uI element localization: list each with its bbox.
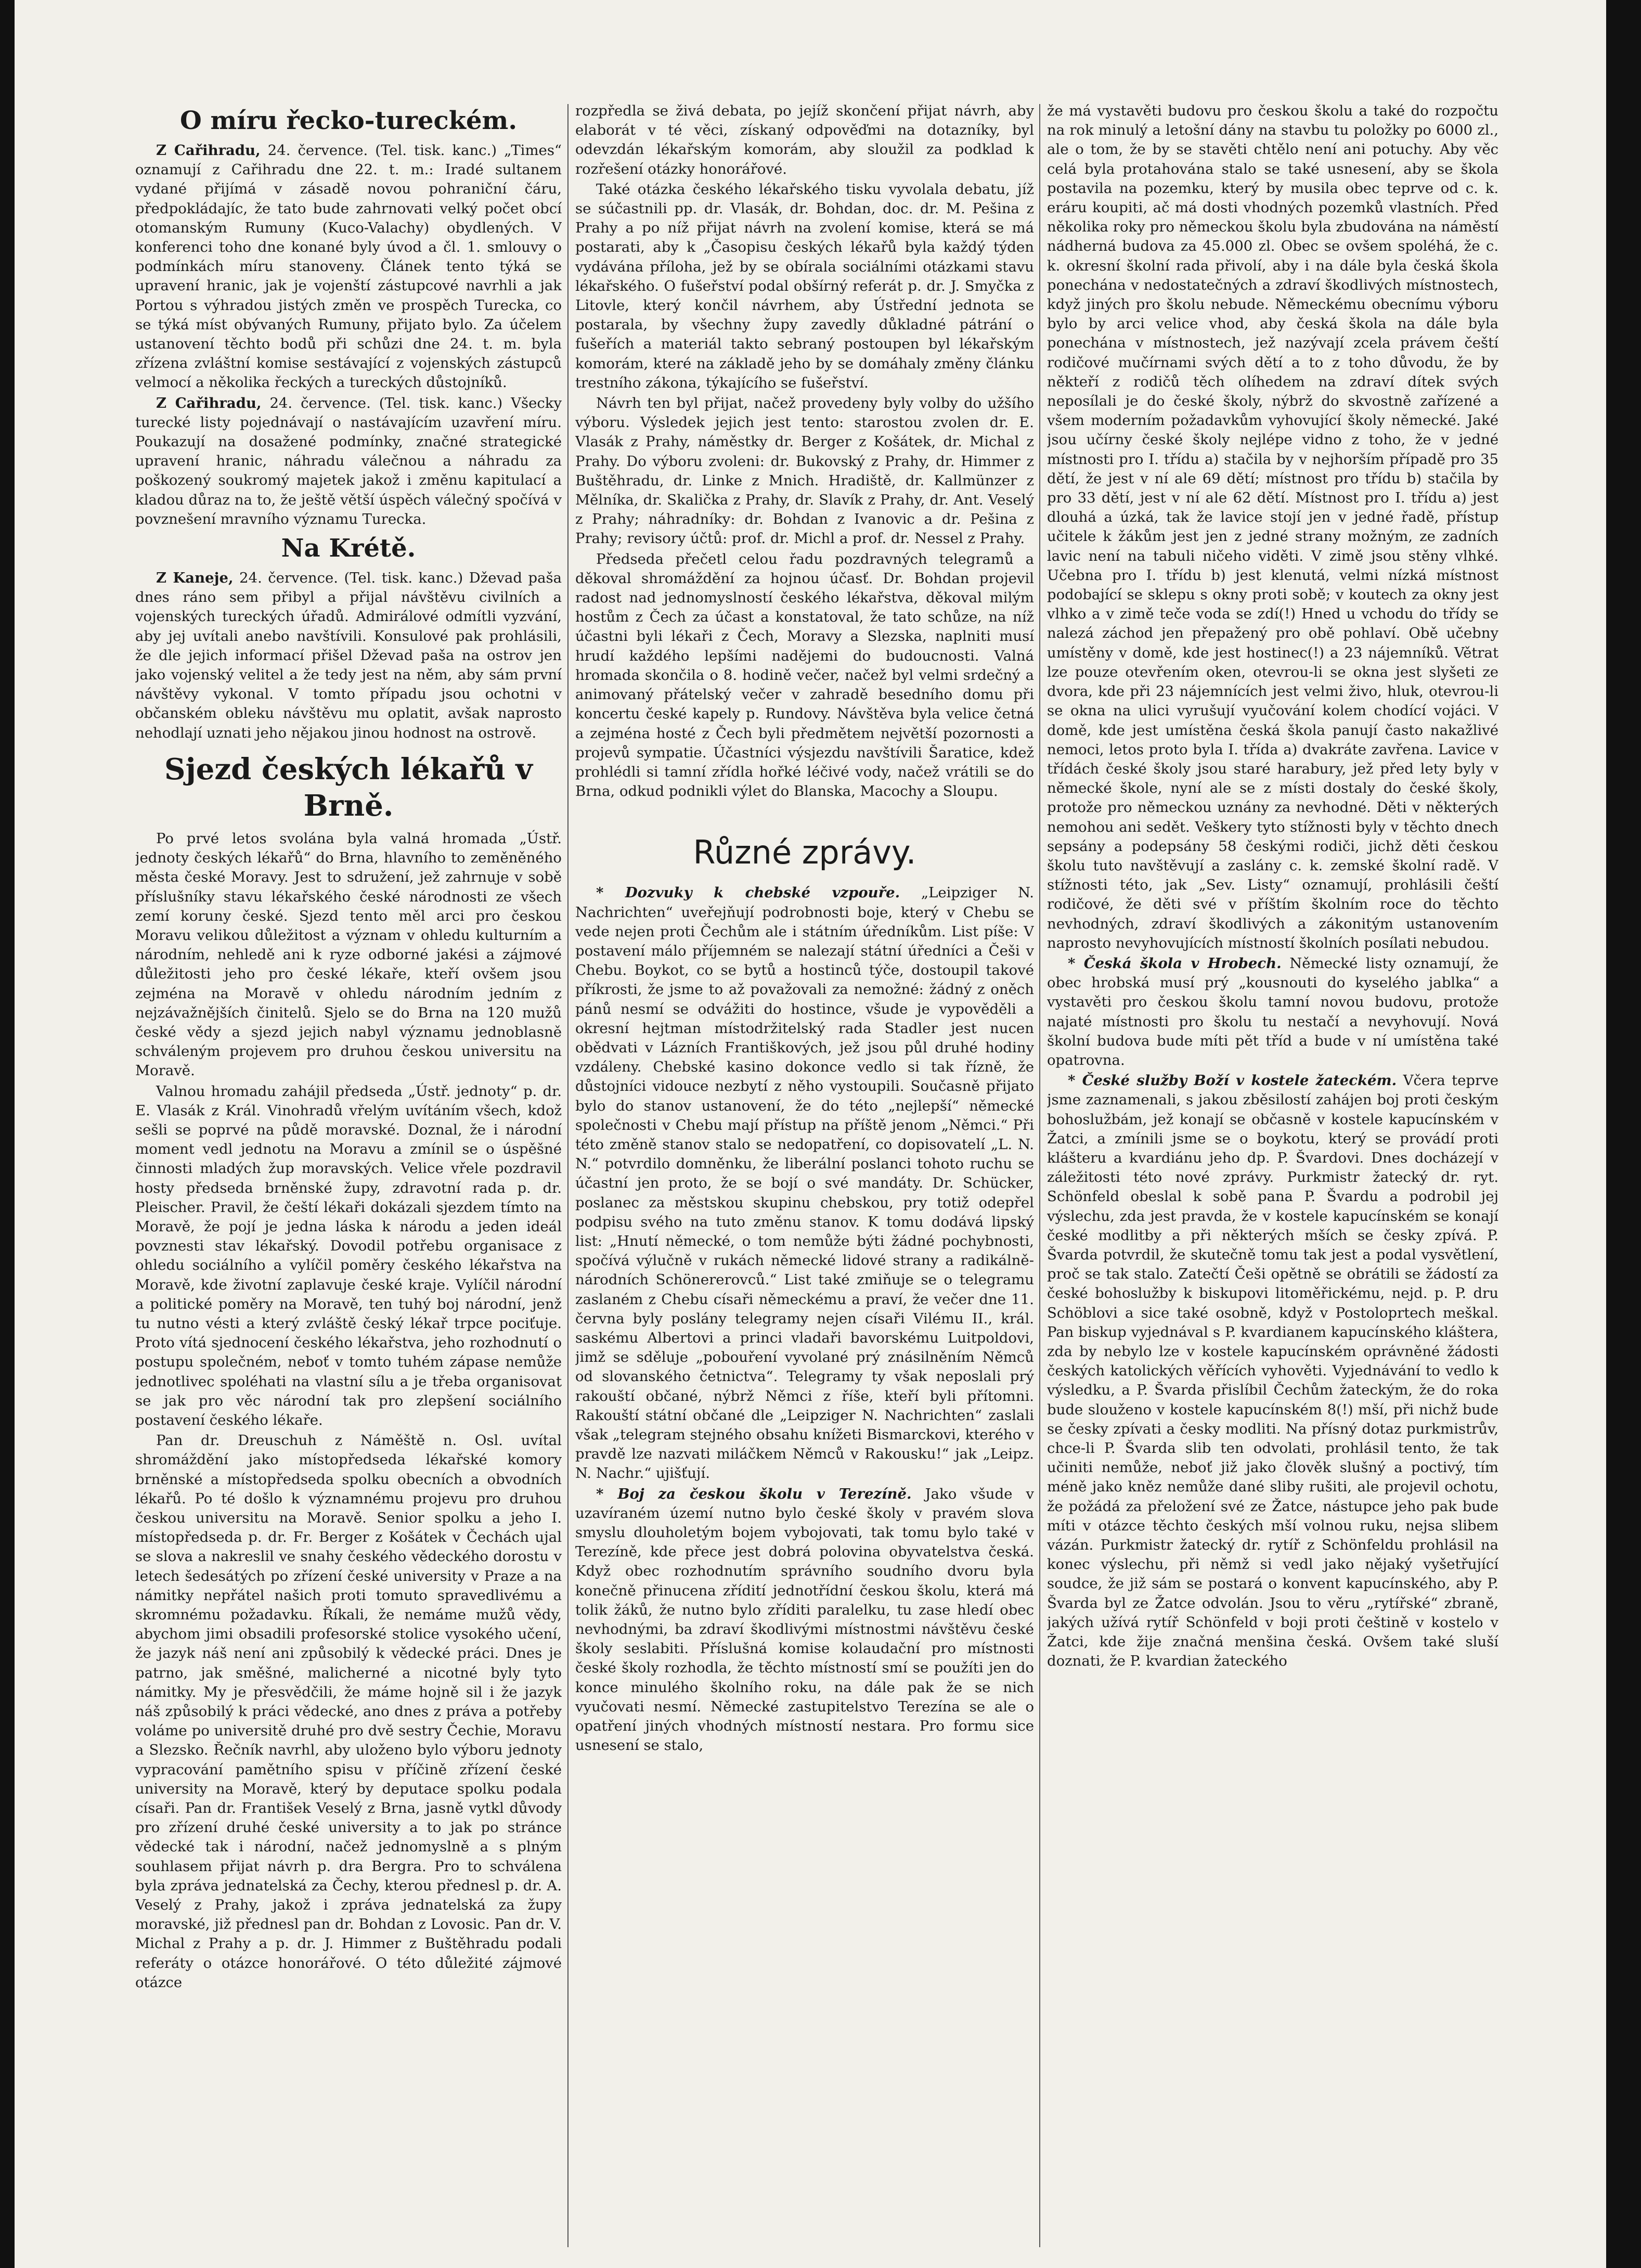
article-paragraph xyxy=(575,883,1034,1483)
column-rule xyxy=(1039,104,1040,2247)
newspaper-page xyxy=(15,0,1606,2268)
article-paragraph xyxy=(1047,954,1498,1070)
article-paragraph xyxy=(575,180,1034,393)
paragraph-text: „Leipziger N. Nachrichten“ uveřejňují podrobnosti boje, který v Chebu se vede nejen proti Čechům ale i státním úředníkům. List píše: V postavení málo příjemném se nalezají státní úředníci a Češi v Chebu. Boykot, co se bytů a hostinců týče, dostoupil takové příkrosti, že jsme to až považovali za nemožné: žádný z oněch pánů nesmí se odvážiti do hostince, všude je vypověděli a okresní hejtman místodržitelský rada Stadler jest nucen obědvati v Lázních Františkových, jež jsou půl druhé hodiny vzdáleny. Chebské kasino dokonce vedlo si tak řízně, že důstojníci vidouce nezbytí z něho vystoupili. Současně přijato bylo do stanov ustanovení, že do této „nejlepší“ německé společnosti v Chebu mají přístup na příště jenom „Němci.“ Při této změně stanov stalo se nedopatření, co dopisovatelí „L. N. N.“ potvrdilo domněnku, že liberální poslanci tohoto ruchu se účastní jen proto, že se bojí o své mandáty. Dr. Schücker, poslanec za městskou skupinu chebskou, pry totiž odepřel podpisu svého na tuto změnu stanov. K tomu dodává lipský list: „Hnutí německé, o tom nemůže býti žádné pochybnosti, spočívá výlučně v rukách německé lidové strany a radikálně-národních Schönererovců.“ List také zmiňuje se o telegramu zaslaném z Chebu císaři německému a praví, že večer dne 11. června byly poslány telegramy nejen císaři Vilému II., král. saskému Albertovi a princi vladaři bavorskému Luitpoldovi, jimž se sděluje „pobouření vyvolané prý znásilněním Němců od slovanského četnictva“. Telegramy ty však neposlali prý rakouští občané, nýbrž Němci z říše, kteří byli přítomni. Rakouští státní občané dle „Leipziger N. Nachrichten“ zaslali však „telegram stejného obsahu knížeti Bismarckovi, kterého v pravdě lze nazvati miláčkem Němců v Rakousku!“ jak „Leipz. N. Nachr.“ ujišťují. xyxy=(575,884,1034,1482)
paragraph-text: Předseda přečetl celou řadu pozdravných telegramů a děkoval shromáždění za hojnou účasť. Dr. Bohdan projevil radost nad jednomyslností českého lékařstva, děkoval milým hostům z Čech za účast a konstatoval, že tato schůze, na níž účastni byli lékaři z Čech, Moravy a Slezska, naplniti musí hrudí každého lepšími nadějemi do budoucnosti. Valná hromada skončila o 8. hodině večer, načež byl velmi srdečný a animovaný přátelský večer v zahradě besedního domu při koncertu české kapely p. Rundovy. Návštěva byla velice četná a zejména hosté z Čech byli předmětem největší pozornosti a projevů sympatie. Účastníci výsjezdu navštívili Šaratice, kdež prohlédli si tamní zřídla hořké léčivé vody, načež vrátili se do Brna, odkud podnikli výlet do Blanska, Macochy a Sloupu. xyxy=(575,550,1034,800)
article-paragraph xyxy=(1047,101,1498,953)
paragraph-text: 24. července. (Tel. tisk. kanc.) Všecky turecké listy pojednávají o nastávajícím uzavření míru. Poukazují na dosažené podmínky, značné strategické upravení hranic, náhradu válečnou a náhradu za poškozený soukromý majetek jakož i změnu kapitulací a kladou důraz na to, že ještě větší úspěch válečný spočívá v povznešení mravního významu Turecka. xyxy=(135,394,562,527)
article-paragraph xyxy=(135,1082,562,1431)
article-paragraph xyxy=(135,1431,562,1992)
column-1 xyxy=(135,101,562,2247)
paragraph-text: Také otázka českého lékařského tisku vyvolala debatu, jíž se súčastnili pp. dr. Vlasák, dr. Bohdan, doc. dr. M. Pešina z Prahy a po níž přijat návrh na zvolení komise, která se má postarati, aby k „Časopisu českých lékařů byla každý týden vydávána příloha, jež by se obírala sociálními otázkami stavu lékařského. O fušeřství podal obšírný referát p. dr. J. Smyčka z Litovle, který končil návrhem, aby Ústřední jednota se postarala, by všechny župy zavedly důkladné pátrání o fušeřích a materiál takto sebraný postoupen byl lékařským komorám, které na základě jeho by se domáhaly změny článku trestního zákona, týkajícího se fušeřství. xyxy=(575,181,1034,391)
dateline: Z Cařihradu, xyxy=(156,394,262,411)
article-headline: Na Krétě. xyxy=(281,534,416,563)
article-headline: Různé zprávy. xyxy=(693,833,916,872)
paragraph-text: Návrh ten byl přijat, načež provedeny byly volby do užšího výboru. Výsledek jejich jest tento: starostou zvolen dr. E. Vlasák z Prahy, náměstky dr. Berger z Košátek, dr. Michal z Prahy. Do výboru zvoleni: dr. Bukovský z Prahy, dr. Himmer z Buštěhradu, dr. Linke z Mnich. Hradiště, dr. Kallmünzer z Mělníka, dr. Skalička z Prahy, dr. Slavík z Prahy, dr. Ant. Veselý z Prahy; náhradníky: dr. Bohdan z Ivanovic a dr. Pešina z Prahy; revisory účtů: prof. dr. Michl a prof. dr. Nessel z Prahy. xyxy=(575,395,1034,547)
paragraph-text: Pan dr. Dreuschuh z Náměště n. Osl. uvítal shromáždění jako místopředseda lékařské komory brněnské a místopředseda spolku obecních a obvodních lékařů. Po té došlo k významnému projevu pro druhou českou universitu na Moravě. Senior spolku a jeho I. místopředseda p. dr. Fr. Berger z Košátek v Čechách ujal se slova a nakreslil ve snahy českého vědeckého dorostu v letech šedesátých po zřízení české university v Praze a na námitky nepřátel našich proti tomuto spravedlivému a skromnému požadavku. Říkali, že nemáme mužů vědy, abychom jimi obsadili profesorské stolice vysokého učení, že jazyk náš není ani způsobilý k vědecké práci. Dnes je patrno, jak směšné, malicherné a nicotné byly tyto námitky. My je přesvědčili, že máme hojně sil i že jazyk náš způsobilý k práci vědecké, ano dnes z práva a potřeby voláme po universitě druhé pro dvě sestry Čechie, Moravu a Slezsko. Řečník navrhl, aby uloženo bylo výboru jednoty vypracování pamětního spisu v příčině zřízení české university na Moravě, který by deputace spolku podala císaři. Pan dr. František Veselý z Brna, jasně vytkl důvody pro zřízení druhé české university a to jak po stránce vědecké tak i národní, načež jednomyslně a s plným souhlasem přijat návrh p. dra Bergra. Pro to schválena byla zpráva jednatelská za Čechy, kterou přednesl p. dr. A. Veselý z Prahy, jakož i zpráva jednatelská za župy moravské, již přednesl pan dr. Bohdan z Lovosic. Pan dr. V. Michal z Prahy a p. dr. J. Himmer z Buštěhradu podali referáty o otázce honorářové. O této důležité zájmové otázce xyxy=(135,1432,562,1991)
paragraph-text: 24. července. (Tel. tisk. kanc.) Dževad paša dnes ráno sem přibyl a přijal návštěvu civilních a vojenských tureckých úřadů. Admirálové odmítli vyzvání, aby jej uvítali anebo navštívili. Konsulové pak prohlásili, že dle jejich informací přišel Dževad paša na ostrov jen jako vojenský velitel a že tedy jest na něm, aby sám první návštěvy vykonal. V tomto případu jsou ochotni v občanském obleku návštěvu mu oplatit, avšak naprosto nehodlají uznati jeho nějakou jinou hodnost na ostrově. xyxy=(135,570,562,741)
article-paragraph xyxy=(575,394,1034,549)
paragraph-text: Včera teprve jsme zaznamenali, s jakou zběsilostí zahájen boj proti českým bohoslužbám, jež konají se občasně v kostele kapucínském v Žatci, a zmínili jsme se o boykotu, který se provádí proti klášteru a kvardiánu jeho dp. P. Švardovi. Dnes docházejí v záležitosti této nové zprávy. Purkmistr žatecký dr. ryt. Schönfeld obeslal k sobě pana P. Švardu a podrobil jej výslechu, zda jest pravda, že v kostele kapucínském se konají české modlitby a při některých mších se česky zpívá. P. Švarda potvrdil, že skutečně tomu tak jest a podal vysvětlení, proč se tak stalo. Zatečtí Češi opětně se obrátili se žádostí za české bohoslužby k biskupovi litoměřickému, nejd. p. P. dru Schöblovi a sice také osobně, když v Postoloprtech meškal. Pan biskup vyjednával s P. kvardianem kapucínského kláštera, zda by nebylo lze v kostele kapucínském oprávněné žádosti českých katolických věřících vyhověti. Vyjednávání to vedlo k výsledku, a P. Švarda přislíbil Čechům žateckým, že do roka bude slouženo v kostele kapucínském 8(!) mší, při nichž bude se česky zpívati a česky modliti. Na přísný dotaz purkmistrův, chce-li P. Švarda slib ten odvolati, prohlásil tento, že tak učiniti nemůže, neboť již jako člověk slušný a poctivý, tím méně jako kněz nemůže dané sliby rušiti, ale projevil ochotu, že požádá za přeložení své ze Žatce, nástupce jeho pak bude míti v otázce těchto českých mší volnou ruku, nejsa slibem vázán. Purkmistr žatecký dr. rytíř z Schönfeldu prohlásil na konec výslechu, při němž si vedl jako nějaký vyšetřující soudce, že již sám se postará o konvent kapucínského, aby P. Švarda byl ze Žatce odvolán. Jsou to věru „rytířské“ zbraně, jakých užívá rytíř Schönfeld v boji proti češtině v kostelo v Žatci, kde žije značná menšina česká. Ovšem také sluší doznati, že P. kvardian žateckého xyxy=(1047,1072,1498,1670)
column-2 xyxy=(575,101,1034,2247)
article-headline: Sjezd českých lékařů v Brně. xyxy=(164,752,533,823)
paragraph-text: Po prvé letos svolána byla valná hromada „Ústř. jednoty českých lékařů“ do Brna, hlavního to zeměněného města české Moravy. Jest to sdružení, jež zahrnuje v sobě příslušníky stavu lékařského české národnosti ze všech zemí koruny české. Sjezd tento měl arci pro českou Moravu velikou důležitost a význam v ohledu kulturním a národním, nehledě ani k ryze odborné jakési a zájmové důležitosti jeho pro české lékaře, kteří ovšem jsou zejména na Moravě v ohledu národním jedním z nejzávažnějších činitelů. Sjelo se do Brna na 120 mužů české vědy a sjezd jejich nabyl významu jednoblasně schváleným projevem pro druhou českou universitu na Moravě. xyxy=(135,830,562,1079)
article-headline: O míru řecko-tureckém. xyxy=(179,106,518,135)
paragraph-text: Jako všude v uzavíraném území nutno bylo české školy v pravém slova smyslu dlouholetým bojem vybojovati, tak tomu bylo také v Terezíně, kde přece jest dobrá polovina obyvatelstva česká. Když obec rozhodnutím správního soudního dvoru byla konečně přinucena zřídití jednotřídní českou školu, která má tolik žáků, že nutno bylo zříditi paralelku, tu zase hledí obec nevhodnými, ba zdraví škodlivými místnostmi návštěvu české školy seslabiti. Příslušná komise kolaudační pro místnosti české školy rozhodla, že těchto místností smí se použíti jen do konce minulého školního roku, na dále pak že se nich vyučovati nesmí. Německé zastupitelstvo Terezína se ale o opatření jiných vhodných místností nestara. Pro formu sice usnesení se stalo, xyxy=(575,1485,1034,1754)
article-paragraph xyxy=(135,394,562,529)
article-paragraph xyxy=(135,569,562,743)
article-paragraph xyxy=(1047,1071,1498,1671)
item-heading: * Česká škola v Hrobech. xyxy=(1068,955,1282,972)
article-paragraph xyxy=(135,141,562,393)
paragraph-text: že má vystavěti budovu pro českou školu a také do rozpočtu na rok minulý a letošní dány na stavbu tu položky po 6000 zl., ale o tom, že by se stavěti chtělo není ani potuchy. Aby věc celá byla protahována stalo se také usnesení, aby se škola postavila na pozemku, který by musila obec teprve od c. k. eráru koupiti, ač má dosti vhodných pozemků vlastních. Před několika roky pro německou školu byla zbudována na náměstí nádherná budova za 45.000 zl. Obec se ovšem spoléhá, že c. k. okresní školní rada přivolí, aby i na dále byla česká škola ponechána v nedostatečných a zdraví škodlivých místnostech, když jiných pro školu nebude. Německému obecnímu výboru bylo by arci velice vhod, aby česká škola na dále byla ponechána v místnostech, jež nazývají zcela právem čeští rodičové mučírnami svých dětí a to z toho důvodu, že by někteří z rodičů těch olíhedem na zdraví dítek svých neposílali je do české školy, nýbrž do skvostně zařízené a všem moderním požadavkům vyhovující školy německé. Jaké jsou učírny české školy nejlépe vidno z toho, že v jedné místnosti pro I. třídu a) stačila by v nejhorším případě pro 35 dětí, že jest v ní ale 69 dětí; místnost pro třídu b) stačila by pro 33 dětí, jest v ní ale 62 dětí. Místnost pro I. třídu a) jest dlouhá a úzká, tak že lavice stojí jen v jedné řadě, přístup učitele k žákům jest jen z jedné strany možným, ze zadních lavic není na tabuli ničeho viděti. V zimě jsou stěny vlhké. Učebna pro I. třídu b) jest klenutá, velmi nízká místnost podobající se sklepu s okny proti sobě; v koutech za okny jest vlhko a v zimě teče voda se zdí(!) Hned u vchodu do třídy se nalezá záchod jen přepažený pro obě pohlaví. Obě učebny umístěny v domě, kde jest hostinec(!) a 23 nájemníků. Větrat lze pouze otevřením oken, otevrou-li se okna jest slyšeti ze dvora, kde při 23 nájemnících jest velmi živo, hluk, otevrou-li se okna na ulici vyrušují vyučování kolem chodící vojáci. V domě, kde jest umístěna česká škola panují často nakažlivé nemoci, letos proto byla I. třída a) dvakráte zavřena. Lavice v třídách české školy jsou staré harabury, jež před lety byly v německé škole, nyní ale se z místi dostaly do české školy, protože pro německou uznány za nevhodné. Děti v některých nemohou ani sedět. Veškery tyto stížnosti byly v těchto dnech sepsány a podepsány 58 českými rodiči, jichž děti českou školu tuto navštěvují a zaslány c. k. zemské školní radě. V stížnosti této, jak „Sev. Listy“ oznamují, prohlásili čeští rodičové, že děti své v příštím školním roce do těchto nevhodných, zdraví škodlivých a zákonitým ustanovením naprosto nevyhovujících místností školních posílati nebudou. xyxy=(1047,102,1498,951)
article-paragraph xyxy=(575,1485,1034,1756)
column-3 xyxy=(1047,101,1498,2247)
item-heading: * Boj za českou školu v Terezíně. xyxy=(596,1485,912,1502)
scan-edge xyxy=(1616,0,1632,31)
item-heading: * České služby Boží v kostele žateckém. xyxy=(1068,1072,1397,1089)
paragraph-text: rozpředla se živá debata, po jejíž skončení přijat návrh, aby elaborát v té věci, získaný odpověďmi na dotazníky, byl odevzdán lékařským komorám, aby sloužil za podklad k rozřešení otázky honorářové. xyxy=(575,102,1034,177)
paragraph-text: 24. července. (Tel. tisk. kanc.) „Times“ oznamují z Cařihradu dne 22. t. m.: Iradé sultanem vydané přijímá v zásadě novou pohraniční čáru, předpokládajíc, že tato bude zahrnovati velký počet obcí otomanským Rumuny (Kuco-Valachy) obydlených. V konferenci toho dne konané byly úvod a čl. 1. smlouvy o podmínkách míru stanoveny. Článek tento týká se upravení hranic, jak je vojenští zástupcové navrhli a jak Portou s výhradou jistých změn ve prospěch Turecka, co se týká míst obývaných Rumuny, přijato bylo. Za účelem ustanovení těchto bodů při schůzi dne 24. t. m. byla zřízena zvláštní komise sestávající z vojenských zástupců velmocí a několika řeckých a tureckých důstojníků. xyxy=(135,142,562,391)
article-paragraph xyxy=(575,101,1034,179)
paragraph-text: Německé listy oznamují, že obec hrobská musí prý „kousnouti do kyselého jablka“ a vystavěti pro českou školu tamní novou budovu, protože najaté místnosti pro školu tu nestačí a nevyhovují. Nová školní budova bude míti pět tříd a bude v ní umístěna také opatrovna. xyxy=(1047,955,1498,1068)
dateline: Z Cařihradu, xyxy=(156,142,261,159)
item-heading: * Dozvuky k chebské vzpouře. xyxy=(596,884,900,901)
paragraph-text: Valnou hromadu zahájil předseda „Ústř. jednoty“ p. dr. E. Vlasák z Král. Vinohradů vřelým uvítáním všech, kdož sešli se poprvé na půdě moravské. Doznal, že i národní moment vedl jednotu na Moravu a zmínil se o úspěšné činnosti mladých žup moravských. Velice vřele pozdravil hosty předseda brněnské župy, zdravotní rada p. dr. Pleischer. Pravil, že čeští lékaři dokázali sjezdem tímto na Moravě, že pojí je jedna láska k národu a jeden ideál povznesti stav lékařský. Dovodil potřebu organisace z ohledu sociálního a vylíčil poměry českého lékařstva na Moravě, kde životní zaplavuje české kraje. Vylíčil národní a politické poměry na Moravě, ten tuhý boj národní, jenž tu nutno vésti a který zvláště český lékař trpce pociťuje. Proto vítá sjednocení českého lékařstva, jeho rozhodnutí o postupu společném, neboť v tomto tuhém zápase nemůže jednotlivec spoléhati na vlastní sílu a je třeba organisovat se jak pro věc národní tak pro zlepšení sociálního postavení českého lékaře. xyxy=(135,1083,562,1428)
column-rule xyxy=(567,104,568,2247)
dateline: Z Kaneje, xyxy=(156,570,234,587)
article-paragraph xyxy=(135,829,562,1081)
article-paragraph xyxy=(575,550,1034,802)
